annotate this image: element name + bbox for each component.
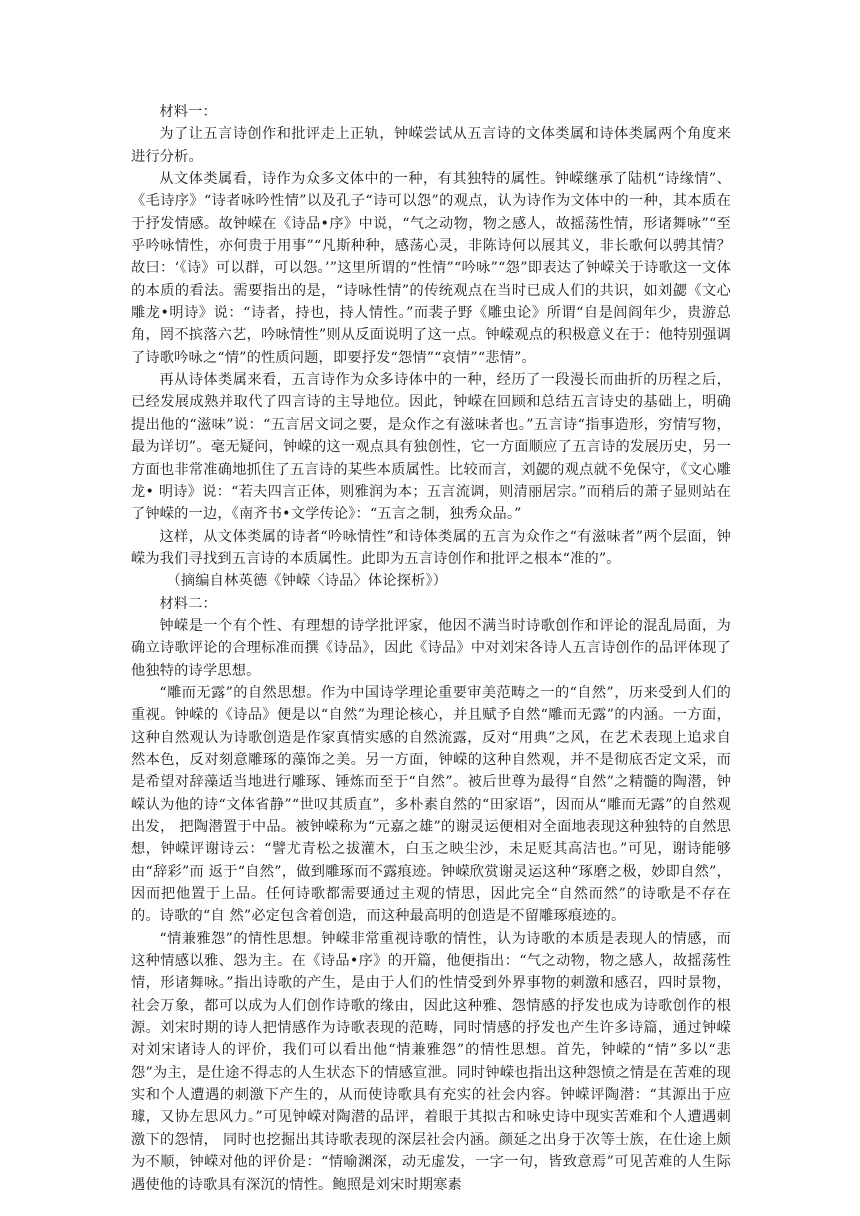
material1-paragraph-2: 从文体类属看，诗作为众多文体中的一种，有其独特的属性。钟嵘继承了陆机“诗缘情”、《毛诗序》“诗者咏吟性情”以及孔子“诗可以怨”的观点，认为诗作为文体中的一种，其本质在于抒发情感。故钟嵘在《诗品•序》中说，“气之动物，物之感人，故摇荡性情，形诸舞咏”“至乎吟咏情性，亦何贵于用事”“凡斯种种，感荡心灵，非陈诗何以展其义，非长歌何以骋其情？故曰：‘《诗》可以群，可以怨。’”这里所谓的“性情”“吟咏”“怨”即表达了钟嵘关于诗歌这一文体的本质的看法。需要指出的是，“诗咏性情”的传统观点在当时已成人们的共识，如刘勰《文心雕龙•明诗》说：“诗者，持也，持人情性。”而裴子野《雕虫论》所谓“自是闾阎年少，贵游总角，罔不摈落六艺，吟咏情性”则从反面说明了这一点。钟嵘观点的积极意义在于：他特别强调了诗歌吟咏之“情”的性质问题，即要抒发“怨情”“哀情”“悲情”。 <box>131 171 731 366</box>
material2-heading: 材料二： <box>159 595 217 612</box>
material2-paragraph-1: 钟嵘是一个有个性、有理想的诗学批评家，他因不满当时诗歌创作和评论的混乱局面，为确立诗歌评论的合理标准而撰《诗品》，因此《诗品》中对刘宋各诗人五言诗创作的品评体现了他独特的诗学思想。 <box>131 617 731 679</box>
material1-paragraph-4: 这样，从文体类属的诗者“吟咏情性”和诗体类属的五言为众作之“有滋味者”两个层面，钟 嵘为我们寻找到五言诗的本质属性。此即为五言诗创作和批评之根本“准的”。 <box>131 528 731 567</box>
material1-paragraph-3: 再从诗体类属来看，五言诗作为众多诗体中的一种，经历了一段漫长而曲折的历程之后，已经发展成熟并取代了四言诗的主导地位。因此，钟嵘在回顾和总结五言诗史的基础上，明确提出他的“滋味”说：“五言居文词之要，是众作之有滋味者也。”五言诗“指事造形，穷情写物，最为详切”。毫无疑问，钟嵘的这一观点具有独创性，它一方面顺应了五言诗的发展历史，另一方面也非常准确地抓住了五言诗的某些本质属性。比较而言，刘勰的观点就不免保守，《文心雕龙• 明诗》说：“若夫四言正体，则雅润为本；五言流调，则清丽居宗。”而稍后的萧子显则站在了钟嵘的一边，《南齐书•文学传论》：“五言之制，独秀众品。” <box>131 372 731 523</box>
material1-heading: 材料一： <box>159 104 217 120</box>
document-page <box>131 101 731 1196</box>
material1-paragraph-1: 为了让五言诗创作和批评走上正轨，钟嵘尝试从五言诗的文体类属和诗体类属两个角度来 进行分析。 <box>131 126 731 165</box>
material2-paragraph-3: “情兼雅怨”的情性思想。钟嵘非常重视诗歌的情性，认为诗歌的本质是表现人的情感，而这种情感以雅、怨为主。在《诗品•序》的开篇，他便指出：“气之动物，物之感人，故摇荡性情，形诸舞咏。”指出诗歌的产生，是由于人们的性情受到外界事物的刺激和感召，四时景物，社会万象，都可以成为人们创作诗歌的缘由，因此这种雅、怨情感的抒发也成为诗歌创作的根源。刘宋时期的诗人把情感作为诗歌表现的范畴，同时情感的抒发也产生许多诗篇，通过钟嵘对刘宋诸诗人的评价，我们可以看出他“情兼雅怨”的情性思想。首先，钟嵘的“情”多以“悲怨”为主，是仕途不得志的人生状态下的情感宣泄。同时钟嵘也指出这种怨愤之情是在苦难的现实和个人遭遇的刺激下产生的，从而使诗歌具有充实的社会内容。钟嵘评陶潜：“其源出于应璩，又协左思风力。”可见钟嵘对陶潜的品评，着眼于其拟古和咏史诗中现实苦难和个人遭遇刺激下的怨情， 同时也挖掘出其诗歌表现的深层社会内涵。颜延之出身于次等士族，在仕途上颇为不顺，钟嵘对他的评价是：“情喻渊深，动无虚发，一字一句，皆致意焉”可见苦难的人生际遇使他的诗歌具有深沉的情性。鲍照是刘宋时期寒素 <box>131 930 731 1193</box>
material2-paragraph-2: “雕而无露”的自然思想。作为中国诗学理论重要审美范畴之一的“自然”，历来受到人们的重视。钟嵘的《诗品》便是以“自然”为理论核心，并且赋予自然“雕而无露”的内涵。一方面，这种自然观认为诗歌创造是作家真情实感的自然流露，反对“用典”之风，在艺术表现上追求自然本色，反对刻意雕琢的藻饰之美。另一方面，钟嵘的这种自然观，并不是彻底否定文采，而是希望对辞藻适当地进行雕琢、锤炼而至于“自然”。被后世尊为最得“自然”之精髓的陶潜，钟嵘认为他的诗“文体省静”“世叹其质直”，多朴素自然的“田家语”，因而从“雕而无露”的自然观出发， 把陶潜置于中品。被钟嵘称为“元嘉之雄”的谢灵运便相对全面地表现这种独特的自然思想，钟嵘评谢诗云：“譬尤青松之拔灌木，白玉之映尘沙，未足贬其高洁也。”可见，谢诗能够由“辞彩”而 返于“自然”，做到雕琢而不露痕迹。钟嵘欣赏谢灵运这种“琢磨之极，妙即自然”，因而把他置于上品。任何诗歌都需要通过主观的情思，因此完全“自然而然”的诗歌是不存在的。诗歌的“自 然”必定包含着创造，而这种最高明的创造是不留雕琢痕迹的。 <box>131 684 731 925</box>
material1-citation: （摘编自林英德《钟嵘〈诗品〉体论探析》） <box>166 573 448 590</box>
